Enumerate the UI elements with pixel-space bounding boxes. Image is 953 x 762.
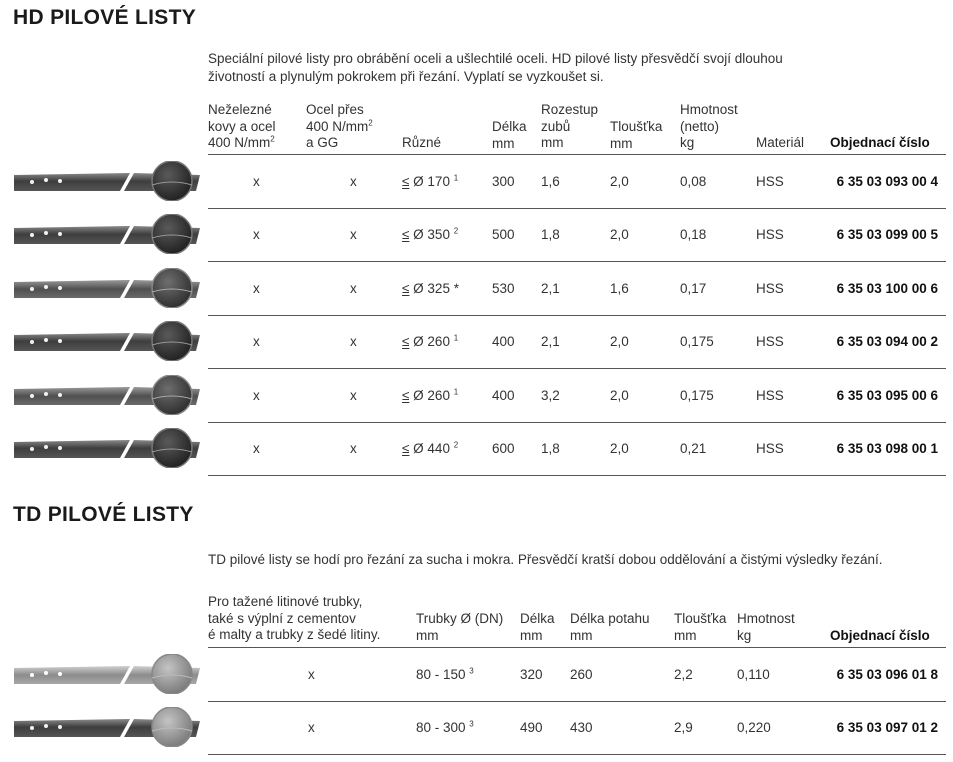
saw-blade-image xyxy=(12,268,202,308)
hd-row-divider xyxy=(208,208,946,209)
td-header-order-number: Objednací číslo xyxy=(830,628,930,643)
hd-cell-weight: 0,08 xyxy=(680,173,707,189)
hd-cell-length: 530 xyxy=(492,280,515,296)
td-cell-length: 320 xyxy=(520,666,543,682)
hd-cell-material: HSS xyxy=(756,280,784,296)
hd-cell-nonferrous: x xyxy=(253,387,260,403)
hd-row-divider xyxy=(208,315,946,316)
td-cell-weight: 0,110 xyxy=(737,666,770,682)
footnote-marker: 1 xyxy=(453,173,459,182)
hd-cell-length: 500 xyxy=(492,226,515,242)
hd-cell-steel: x xyxy=(350,440,357,456)
td-section-title: TD PILOVÉ LISTY xyxy=(13,503,194,526)
hd-cell-steel: x xyxy=(350,280,357,296)
less-equal-symbol: ≤ xyxy=(402,387,410,403)
td-cell-diameter xyxy=(416,667,474,682)
hd-header-order-number: Objednací číslo xyxy=(830,135,930,150)
hd-header-tooth-pitch: Rozestup zubů mm xyxy=(541,102,599,150)
saw-blade-image xyxy=(12,375,202,415)
footnote-marker: 2 xyxy=(453,226,459,235)
td-header-pipes: Pro tažené litinové trubky, také s výplní z cementov é malty a trubky z šedé litiny. xyxy=(208,594,381,642)
td-cell-thickness: 2,2 xyxy=(674,666,693,682)
hd-cell-various xyxy=(402,227,458,242)
hd-header-length: Délka mm xyxy=(492,119,527,151)
hd-cell-thickness: 2,0 xyxy=(610,173,629,189)
saw-blade-image xyxy=(12,428,202,468)
hd-row-divider xyxy=(208,422,946,423)
td-cell-order-number: 6 35 03 097 01 2 xyxy=(836,719,938,735)
hd-cell-material: HSS xyxy=(756,333,784,349)
footnote-marker: 3 xyxy=(469,666,474,675)
less-equal-symbol: ≤ xyxy=(402,333,410,349)
hd-cell-tooth-pitch: 3,2 xyxy=(541,387,560,403)
hd-row-divider xyxy=(208,261,946,262)
saw-blade-image xyxy=(12,321,202,361)
hd-cell-tooth-pitch: 2,1 xyxy=(541,280,560,296)
hd-cell-order-number: 6 35 03 095 00 6 xyxy=(836,387,938,403)
less-equal-symbol: ≤ xyxy=(402,280,410,296)
hd-cell-tooth-pitch: 2,1 xyxy=(541,333,560,349)
hd-header-steel: Ocel přes 400 $N/mm^2$ a GG xyxy=(306,102,373,150)
less-equal-symbol: ≤ xyxy=(402,173,410,189)
hd-cell-weight: 0,18 xyxy=(680,226,707,242)
td-cell-coating-length: 430 xyxy=(570,719,593,735)
hd-cell-various xyxy=(402,174,458,189)
hd-cell-nonferrous: x xyxy=(253,280,260,296)
hd-intro-line-1: Speciální pilové listy pro obrábění oceli a ušlechtilé oceli. HD pilové listy přesvědčí svojí dlouhou xyxy=(208,51,783,66)
hd-header-thickness: Tloušťka mm xyxy=(610,119,663,151)
diameter-value: Ø 260 xyxy=(409,387,454,403)
saw-blade-image xyxy=(12,707,202,747)
hd-header-material: Materiál xyxy=(756,135,805,150)
td-header-coating-length: Délka potahu mm xyxy=(570,611,650,643)
less-equal-symbol: ≤ xyxy=(402,226,410,242)
td-row-divider xyxy=(208,754,946,755)
footnote-marker: 3 xyxy=(469,719,474,728)
hd-header-weight: Hmotnost (netto) kg xyxy=(680,102,738,150)
td-header-weight: Hmotnost kg xyxy=(737,611,795,643)
less-equal-symbol: ≤ xyxy=(402,440,410,456)
diameter-value: Ø 440 xyxy=(409,440,454,456)
hd-cell-nonferrous: x xyxy=(253,440,260,456)
hd-cell-steel: x xyxy=(350,226,357,242)
hd-cell-weight: 0,175 xyxy=(680,333,714,349)
hd-cell-order-number: 6 35 03 093 00 4 xyxy=(836,173,938,189)
hd-cell-material: HSS xyxy=(756,226,784,242)
footnote-marker: 1 xyxy=(453,387,459,396)
saw-blade-image xyxy=(12,161,202,201)
saw-blade-image xyxy=(12,654,202,694)
diameter-value: Ø 350 xyxy=(409,226,454,242)
td-cell-weight: 0,220 xyxy=(737,719,771,735)
hd-cell-tooth-pitch: 1,8 xyxy=(541,226,560,242)
hd-cell-various xyxy=(402,281,459,296)
diameter-value: Ø 260 xyxy=(409,333,454,349)
hd-cell-material: HSS xyxy=(756,440,784,456)
hd-header-divider xyxy=(208,154,946,155)
hd-intro-line-2: životností a plynulým pokrokem při řezání. Vyplatí se vyzkoušet si. xyxy=(208,69,604,84)
hd-cell-weight: 0,175 xyxy=(680,387,714,403)
hd-header-nonferrous: Neželezné kovy a ocel 400 $N/mm^2$ xyxy=(208,102,276,150)
diameter-range: 80 - 150 xyxy=(416,666,470,682)
td-header-diameter: Trubky Ø (DN) mm xyxy=(416,611,504,643)
td-cell-order-number: 6 35 03 096 01 8 xyxy=(836,666,938,682)
hd-cell-thickness: 2,0 xyxy=(610,333,629,349)
hd-cell-various xyxy=(402,334,458,349)
td-header-length: Délka mm xyxy=(520,611,555,643)
hd-cell-various xyxy=(402,388,458,403)
hd-cell-thickness: 1,6 xyxy=(610,280,629,296)
hd-cell-material: HSS xyxy=(756,387,784,403)
td-cell-thickness: 2,9 xyxy=(674,719,693,735)
hd-cell-weight: 0,21 xyxy=(680,440,707,456)
hd-cell-steel: x xyxy=(350,387,357,403)
td-header-divider xyxy=(208,647,946,648)
diameter-value: Ø 170 xyxy=(409,173,454,189)
hd-cell-length: 400 xyxy=(492,333,515,349)
hd-header-various: Různé xyxy=(402,135,442,150)
hd-cell-tooth-pitch: 1,6 xyxy=(541,173,560,189)
hd-cell-thickness: 2,0 xyxy=(610,387,629,403)
hd-cell-thickness: 2,0 xyxy=(610,440,629,456)
hd-cell-nonferrous: x xyxy=(253,333,260,349)
hd-cell-various xyxy=(402,441,458,456)
hd-cell-length: 400 xyxy=(492,387,515,403)
hd-cell-steel: x xyxy=(350,173,357,189)
hd-cell-thickness: 2,0 xyxy=(610,226,629,242)
hd-cell-tooth-pitch: 1,8 xyxy=(541,440,560,456)
diameter-range: 80 - 300 xyxy=(416,719,470,735)
saw-blade-image xyxy=(12,214,202,254)
td-cell-pipes: x xyxy=(308,666,315,682)
hd-row-divider xyxy=(208,368,946,369)
hd-cell-steel: x xyxy=(350,333,357,349)
td-intro: TD pilové listy se hodí pro řezání za sucha i mokra. Přesvědčí kratší dobou oddělování a čistými výsledky řezání. xyxy=(208,552,883,567)
td-cell-coating-length: 260 xyxy=(570,666,593,682)
hd-cell-length: 300 xyxy=(492,173,515,189)
hd-cell-order-number: 6 35 03 100 00 6 xyxy=(836,280,938,296)
hd-cell-length: 600 xyxy=(492,440,515,456)
footnote-marker: 2 xyxy=(453,440,459,449)
hd-cell-order-number: 6 35 03 099 00 5 xyxy=(836,226,938,242)
hd-cell-weight: 0,17 xyxy=(680,280,707,296)
td-row-divider xyxy=(208,701,946,702)
diameter-value: Ø 325 * xyxy=(409,280,459,296)
td-cell-diameter xyxy=(416,720,474,735)
td-header-thickness: Tloušťka mm xyxy=(674,611,727,643)
hd-cell-nonferrous: x xyxy=(253,226,260,242)
td-cell-length: 490 xyxy=(520,719,543,735)
hd-cell-nonferrous: x xyxy=(253,173,260,189)
hd-section-title: HD PILOVÉ LISTY xyxy=(13,6,197,29)
hd-cell-order-number: 6 35 03 098 00 1 xyxy=(836,440,938,456)
footnote-marker: 1 xyxy=(453,333,459,342)
hd-cell-order-number: 6 35 03 094 00 2 xyxy=(836,333,938,349)
hd-cell-material: HSS xyxy=(756,173,784,189)
hd-row-divider xyxy=(208,475,946,476)
td-cell-pipes: x xyxy=(308,719,315,735)
